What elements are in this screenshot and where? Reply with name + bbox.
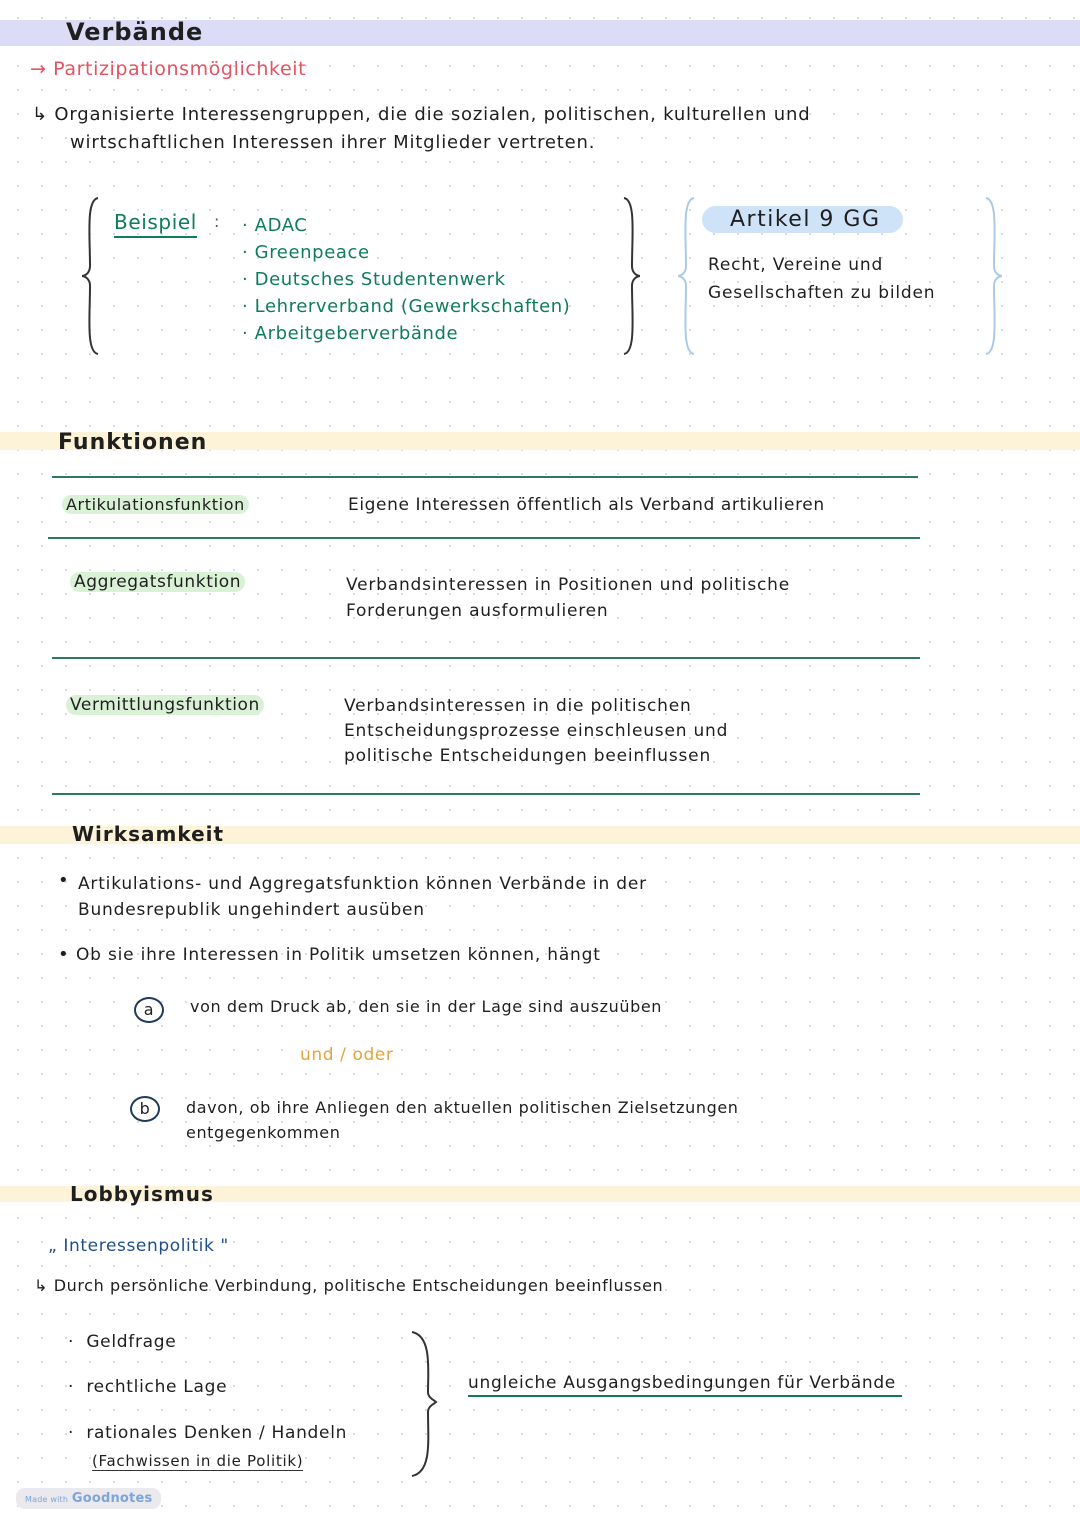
article-close-brace (984, 196, 1004, 356)
condition-b: davon, ob ihre Anliegen den aktuellen politischen Zielsetzungen entgegenkommen (186, 1098, 739, 1142)
circle-b: b (130, 1096, 160, 1122)
circle-a: a (134, 997, 164, 1023)
participation-note: → Partizipationsmöglichkeit (30, 58, 307, 80)
badge-made-with: Made with (25, 1495, 69, 1504)
lobbyismus-quote: „ Interessenpolitik " (48, 1236, 229, 1256)
function-name-artikulation: Artikulationsfunktion (62, 495, 249, 514)
example-list (242, 212, 570, 347)
badge-brand: Goodnotes (71, 1491, 153, 1506)
list-item: · rationales Denken / Handeln (68, 1423, 348, 1443)
bullet-dot: • (58, 870, 70, 891)
list-item: · ADAC (242, 215, 308, 236)
lobby-close-brace (410, 1330, 436, 1478)
function-desc-vermittlung: Verbandsinteressen in die politischen Entscheidungsprozesse einschleusen und politische Entscheidungen beeinflussen (344, 696, 729, 766)
function-name-vermittlung: Vermittlungsfunktion (66, 695, 264, 715)
table-top-line (52, 476, 918, 478)
example-label (114, 210, 197, 238)
list-item-sub: (Fachwissen in die Politik) (92, 1452, 304, 1470)
example-label-text: Beispiel (114, 210, 197, 234)
list-item: · Geldfrage (68, 1332, 177, 1352)
section-title-funktionen: Funktionen (58, 430, 208, 455)
function-desc-aggregats: Verbandsinteressen in Positionen und politische Forderungen ausformulieren (346, 575, 790, 621)
list-item: · Greenpeace (242, 242, 370, 263)
wirksamkeit-point-2: Ob sie ihre Interessen in Politik umsetzen können, hängt (76, 945, 601, 965)
table-row-divider (52, 657, 920, 659)
example-colon: : (214, 212, 220, 231)
wirksamkeit-point-1: Artikulations- und Aggregatsfunktion können Verbände in der Bundesrepublik ungehindert ausüben (78, 874, 647, 920)
page-title: Verbände (66, 18, 204, 46)
article-title: Artikel 9 GG (702, 206, 903, 233)
table-bottom-line (52, 793, 920, 795)
lobby-conclusion: ungleiche Ausgangsbedingungen für Verbände (468, 1373, 902, 1397)
condition-a: von dem Druck ab, den sie in der Lage sind auszuüben (190, 997, 663, 1016)
article-open-brace (678, 196, 698, 356)
example-close-brace (622, 196, 642, 356)
list-item: · Arbeitgeberverbände (242, 323, 459, 344)
list-item: · Lehrerverband (Gewerkschaften) (242, 296, 571, 317)
example-open-brace (82, 196, 102, 356)
function-name-aggregats: Aggregatsfunktion (70, 572, 245, 592)
bullet-dot: • (58, 944, 70, 965)
und-oder-note: und / oder (300, 1045, 394, 1065)
definition-line-1: ↳ Organisierte Interessengruppen, die die sozialen, politischen, kulturellen und (32, 104, 811, 125)
article-text-line-2: Gesellschaften zu bilden (708, 283, 936, 303)
section-title-wirksamkeit: Wirksamkeit (72, 822, 225, 846)
list-item: · Deutsches Studentenwerk (242, 269, 506, 290)
goodnotes-badge (16, 1488, 161, 1509)
list-item: · rechtliche Lage (68, 1377, 228, 1397)
lobbyismus-definition: ↳ Durch persönliche Verbindung, politische Entscheidungen beeinflussen (34, 1276, 664, 1295)
article-text-line-1: Recht, Vereine und (708, 255, 884, 275)
function-desc-artikulation: Eigene Interessen öffentlich als Verband artikulieren (348, 495, 825, 515)
definition-line-2: wirtschaftlichen Interessen ihrer Mitglieder vertreten. (70, 132, 596, 153)
section-title-lobbyismus: Lobbyismus (70, 1182, 214, 1206)
table-row-divider (48, 537, 920, 539)
